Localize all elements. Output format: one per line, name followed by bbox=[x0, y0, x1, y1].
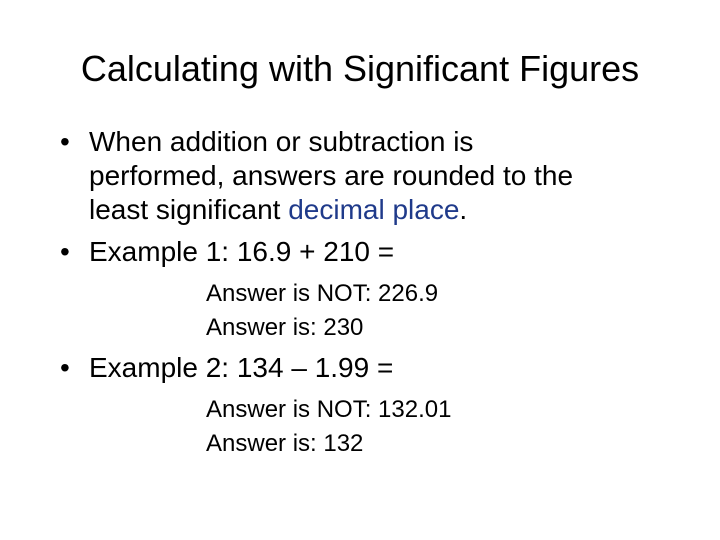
bullet-rule-line-3-prefix: least significant bbox=[89, 194, 289, 225]
bullet-rule-line-3-suffix: . bbox=[459, 194, 468, 225]
bullet-marker: • bbox=[60, 126, 70, 157]
example-1-wrong-answer: Answer is NOT: 226.9 bbox=[206, 280, 439, 307]
example-2-wrong-answer: Answer is NOT: 132.01 bbox=[206, 396, 452, 423]
bullet-marker: • bbox=[60, 352, 70, 383]
example-1-right-answer: Answer is: 230 bbox=[206, 314, 364, 341]
slide-title: Calculating with Significant Figures bbox=[80, 48, 640, 89]
bullet-rule-text bbox=[89, 125, 573, 227]
example-2-text: Example 2: 134 – 1.99 = bbox=[89, 352, 394, 383]
decimal-place-highlight: decimal place bbox=[288, 194, 460, 225]
bullet-rule-line-3 bbox=[89, 193, 573, 227]
bullet-marker: • bbox=[60, 236, 70, 267]
example-1-text: Example 1: 16.9 + 210 = bbox=[89, 236, 395, 267]
bullet-rule-line-1: When addition or subtraction is bbox=[89, 126, 474, 157]
example-2-right-answer: Answer is: 132 bbox=[206, 430, 364, 457]
bullet-rule-line-2: performed, answers are rounded to the bbox=[89, 160, 574, 191]
